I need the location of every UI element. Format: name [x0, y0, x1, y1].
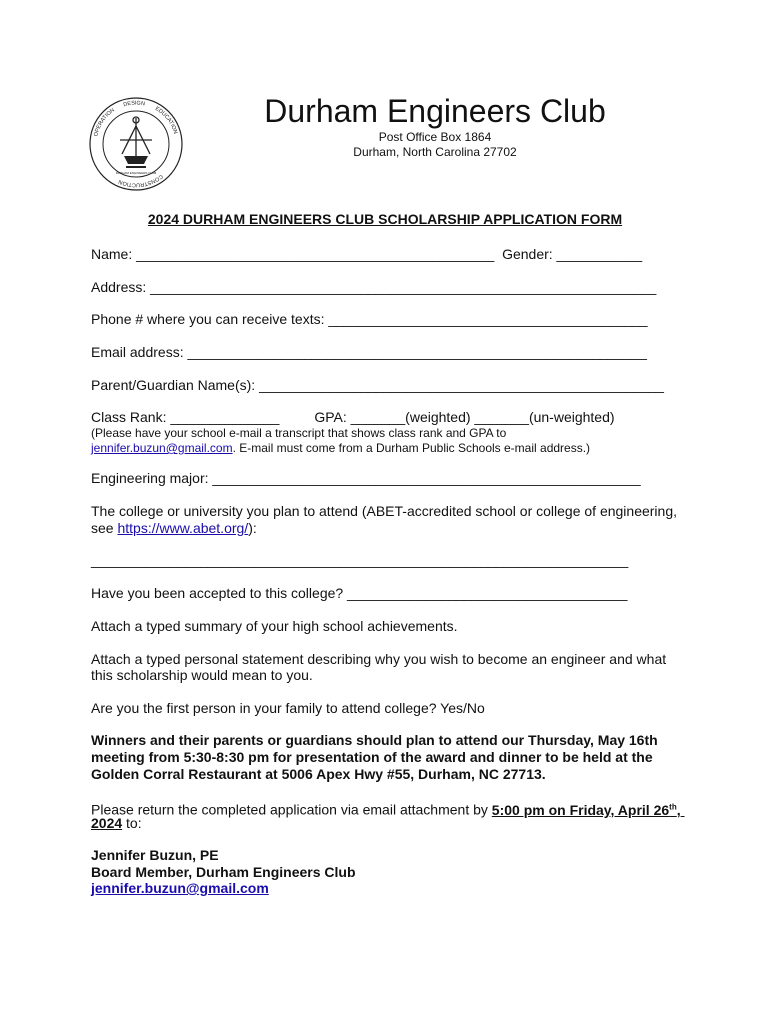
address-field[interactable]: Address: _________________________________________________________________	[91, 279, 657, 295]
return-instruction	[91, 798, 685, 819]
name-gender-field[interactable]: Name: ______________________________________________ Gender: ___________	[91, 246, 643, 262]
club-title: Durham Engineers Club	[264, 93, 606, 129]
winners-notice-3: Golden Corral Restaurant at 5006 Apex Hwy #55, Durham, NC 27713.	[91, 766, 546, 782]
winners-notice-2: meeting from 5:30-8:30 pm for presentation of the award and dinner to be held at the	[91, 749, 653, 765]
return-deadline: 5:00 pm on Friday, April 26th,	[491, 801, 681, 818]
statement-instruction-1: Attach a typed personal statement describing why you wish to become an engineer and what	[91, 651, 667, 667]
seal-right-text: EDUCATION	[153, 105, 179, 135]
seal-top-text: DESIGN	[122, 100, 146, 109]
club-seal-logo	[88, 96, 184, 192]
email-field[interactable]: Email address: ___________________________________________________________	[91, 344, 647, 360]
summary-instruction: Attach a typed summary of your high school achievements.	[91, 618, 458, 634]
transcript-note-line-2	[91, 441, 590, 456]
svg-text:DESIGN	[123, 100, 146, 108]
svg-text:DURHAM ENGINEERS CLUB: DURHAM ENGINEERS CLUB	[115, 171, 157, 175]
college-question-line-2	[91, 520, 257, 537]
college-answer-field[interactable]: _____________________________________________________________________	[91, 552, 629, 568]
transcript-note: (Please have your school e-mail a transcript that shows class rank and GPA to	[91, 426, 507, 440]
return-prefix: Please return the completed application via email attachment by	[91, 801, 492, 818]
form-title: 2024 DURHAM ENGINEERS CLUB SCHOLARSHIP APPLICATION FORM	[147, 211, 623, 227]
transcript-note-tail: . E-mail must come from a Durham Public Schools e-mail address.)	[232, 441, 591, 455]
seal-left-text: OPERATION	[93, 107, 116, 138]
transcript-email-link[interactable]: jennifer.buzun@gmail.com	[91, 441, 233, 455]
contact-email-line	[91, 880, 269, 897]
contact-name: Jennifer Buzun, PE	[91, 847, 219, 863]
college-see-text: see	[91, 520, 118, 536]
college-end-text: ):	[248, 520, 257, 536]
phone-field[interactable]: Phone # where you can receive texts: _________________________________________	[91, 311, 648, 327]
seal-bottom-text: CONSTRUCTION	[117, 172, 164, 188]
class-rank-gpa-field[interactable]: Class Rank: ______________ GPA: _______(weighted) _______(un-weighted)	[91, 409, 615, 425]
deadline-ordinal: th	[669, 802, 677, 811]
college-question: The college or university you plan to attend (ABET-accredited school or college of engineering,	[91, 503, 678, 519]
accepted-field[interactable]: Have you been accepted to this college? ____________________________________	[91, 585, 628, 601]
winners-notice-1: Winners and their parents or guardians should plan to attend our Thursday, May 16th	[91, 732, 658, 748]
abet-link[interactable]: https://www.abet.org/	[117, 520, 249, 536]
engineering-major-field[interactable]: Engineering major: _______________________________________________________	[91, 470, 641, 486]
return-instruction-line-2	[91, 815, 142, 832]
contact-role: Board Member, Durham Engineers Club	[91, 864, 356, 880]
address-line-1: Post Office Box 1864	[378, 130, 492, 144]
first-generation-question: Are you the first person in your family to attend college? Yes/No	[91, 700, 485, 716]
statement-instruction-2: this scholarship would mean to you.	[91, 667, 313, 683]
address-line-2: Durham, North Carolina 27702	[353, 145, 517, 159]
contact-email-link[interactable]: jennifer.buzun@gmail.com	[91, 880, 269, 896]
return-year: 2024	[91, 815, 123, 831]
parent-guardian-field[interactable]: Parent/Guardian Name(s): ____________________________________________________	[91, 377, 664, 393]
return-to: to:	[122, 815, 142, 831]
